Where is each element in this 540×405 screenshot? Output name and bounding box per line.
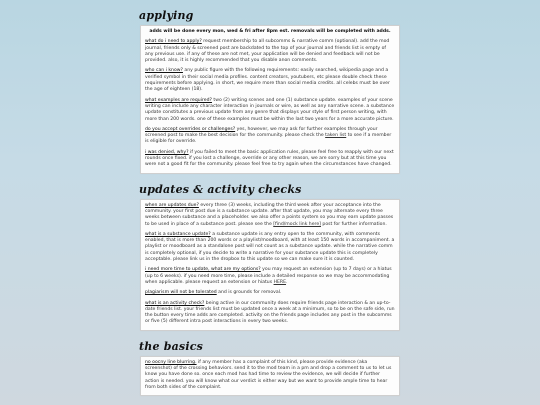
- faq-item: [145, 150, 395, 169]
- faq-answer: yes, however, we may ask for further examples through your screened post to make the best decision for the community. please check the: [145, 126, 378, 139]
- faq-answer: you may request an extension (up to 7 days) or a hiatus (up to 6 weeks). if you need more time, please include a detailed response so we may be accommodating when applicable. please request an extension or hiatus: [145, 267, 392, 285]
- faq-item: [145, 39, 395, 64]
- faq-question[interactable]: do you accept overrides or challenges?: [145, 126, 236, 132]
- faq-answer: if any member has a complaint of this kind, please provide evidence (aka screenshot) of the crossing behaviors. send it to the mod team in a pm and drop a comment to us to let us know you have done so. once each mod has had time to review the evidence, we will decide if further action is needed. you will know what our verdict is either way but we want to provide ample time to hear from both sides of the complaint.: [145, 359, 392, 390]
- faq-item: [145, 203, 395, 228]
- faq-question[interactable]: no oocny line blurring.: [145, 359, 197, 365]
- faq-question[interactable]: plagiarism will not be tolerated: [145, 290, 217, 296]
- faq-question[interactable]: who can i know?: [145, 68, 183, 74]
- adds-notice: adds will be done every mon, wed & fri after 8pm est. removals will be completed with adds.: [149, 29, 391, 34]
- faq-item: [145, 360, 395, 391]
- taken-list-link[interactable]: taken list: [325, 133, 347, 139]
- faq-question[interactable]: what is a substance update?: [145, 231, 211, 237]
- basics-box: [140, 356, 400, 396]
- faq-answer: request membership to all subcomms & narrative comm (optional). add the mod journal, friends only & screened post are backdated to the top of your journal and friends list is empty of any previous use. if any of these are not met, your application will be denied and feedback will not be provided. also, it is highly recommended that you disable anon comments.: [145, 39, 390, 64]
- faq-answer-tail: post for further information.: [320, 221, 387, 227]
- faq-answer: being active in our community does require friends page interaction & an up-to-date friends list. your friends list must be updated once a week at a minimum, so to be on the safe side, run the button every time adds are completed. activity on the friends page includes any post in the subcomms or five (5) different intra post interactions in every two weeks.: [145, 300, 395, 325]
- faq-item: [145, 301, 395, 326]
- section-title-updates: updates & activity checks: [139, 182, 302, 196]
- hiatus-link[interactable]: HERE: [273, 279, 287, 285]
- faq-question[interactable]: what do i need to apply?: [145, 39, 202, 45]
- faq-answer-tail: to see if a member is eligible for override.: [145, 133, 392, 145]
- faq-question[interactable]: when are updates due?: [145, 202, 199, 208]
- faq-answer: a substance update is any entry open to the community, with comments enabled, that is more than 200 words or a playlist/moodboard, with at least 150 words in accompaniment. a playlist or moodboard as a standalone post will not count as a substance update. while the narrative comm is completely optional, if you decide to write a narrative for your substance update this is completely acceptable. please link us in the dropbox to this update so we can make sure it is counted.: [145, 231, 395, 263]
- faq-item: [145, 267, 395, 286]
- faq-question[interactable]: i was denied, why?: [145, 149, 189, 155]
- faq-item: [145, 98, 395, 123]
- updates-box: [140, 199, 400, 331]
- faq-item: [145, 127, 395, 146]
- section-title-applying: applying: [139, 9, 194, 22]
- faq-item: [145, 290, 395, 296]
- faq-answer-tail: .: [286, 279, 288, 285]
- faq-answer: any public figure with the following requirements: easily searched, wikipedia page and a verified symbol in their social media profiles. content creators, youtubers, etc please double check these requirements before applying. in short, we require more than social media credits. all celebs must be over the age of eighteen (18).: [145, 68, 390, 93]
- faq-answer: and is grounds for removal.: [216, 290, 282, 296]
- applying-box: [140, 25, 400, 174]
- points-link[interactable]: [find/mock link here]: [273, 221, 321, 227]
- faq-question[interactable]: what examples are required?: [145, 97, 212, 103]
- faq-item: [145, 232, 395, 263]
- faq-answer: every three (3) weeks, including the third week after your acceptance into the community. your first post due is a substance update. after that update, you may alternate every three weeks between substance and a placeholder. we also offer a points system so you may earn update passes to be used in place of a substance post. please see the: [145, 202, 394, 227]
- faq-question[interactable]: what is an activity check?: [145, 300, 205, 306]
- faq-question[interactable]: i need more time to update, what are my options?: [145, 267, 261, 273]
- faq-answer: two (2) writing scenes and one (1) substance update. examples of your scene writing can include any character interaction in journals or wire, as well as any narrative scene. a substance update constitutes a previous update from any genre that displays your style of first person writing, with more than 200 words. one of these examples must be within the last two years for a more accurate picture.: [145, 97, 395, 122]
- faq-item: [145, 68, 395, 93]
- faq-answer: if you failed to meet the basic application rules, please feel free to reapply with our next rounds once fixed. if you lost a challenge, override or any other reason, we are sorry but at this time you were not a good fit for the community. please feel free to try again when the circumstances have changed.: [145, 149, 394, 168]
- section-title-basics: the basics: [139, 339, 203, 353]
